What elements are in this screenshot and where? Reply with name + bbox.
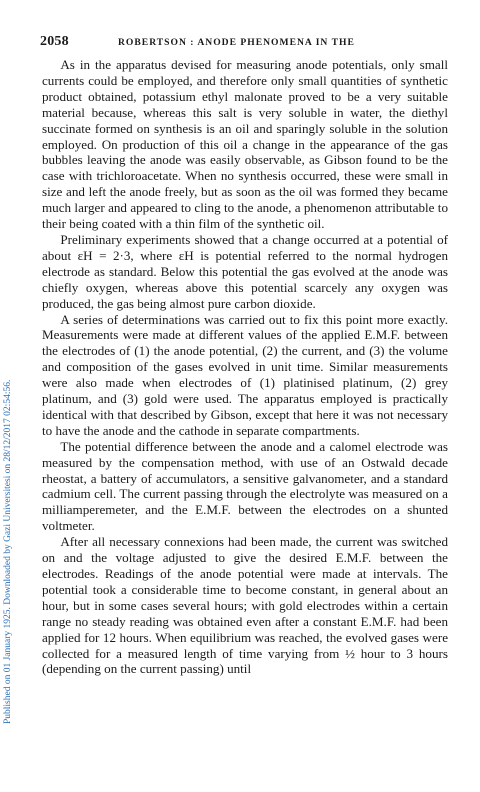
page-number: 2058 [40,34,69,49]
paragraph-2: Preliminary experiments showed that a change occurred at a potential of about εH = 2·3, where εH is potential referred to the normal hydrogen electrode as standard. Below this potential the gas evolved at the anode was chiefly oxygen, whereas above this potential scarcely any oxygen was produced, the gas being almost pure carbon dioxide. [42,231,448,311]
download-watermark-text[interactable]: Published on 01 January 1925. Downloaded by Gazi Universitesi on 28/12/2017 02:54:56. [3,379,13,724]
running-head: ROBERTSON : ANODE PHENOMENA IN THE [118,37,355,48]
download-watermark [3,94,17,724]
paragraph-5: After all necessary connexions had been made, the current was switched on and the voltage adjusted to give the desired E.M.F. between the electrodes. Readings of the anode potential were made at intervals. The potential took a considerable time to become constant, in general about an hour, but in some cases several hours; with gold electrodes within a certain range no steady reading was obtained even after a constant E.M.F. had been applied for 12 hours. When equilibrium was reached, the evolved gases were collected for a measured length of time varying from ½ hour to 3 hours (depending on the current passing) until [42,534,448,677]
paragraph-1: As in the apparatus devised for measuring anode potentials, only small currents could be employed, and therefore only small quantities of synthetic product obtained, potassium ethyl malonate proved to be a very suitable material because, whereas this salt is very soluble in water, the diethyl succinate formed on synthesis is an oil and sparingly soluble in the solution employed. On production of this oil a change in the appearance of the gas bubbles leaving the anode was easily observable, as Gibson found to be the case with trichloroacetate. When no synthesis occurred, these were small in size and left the anode freely, but as soon as the oil was formed they became much larger and appeared to cling to the anode, a phenomenon attributable to their being coated with a thin film of the synthetic oil. [42,57,448,232]
body-text [42,57,448,677]
paragraph-3: A series of determinations was carried out to fix this point more exactly. Measurements were made at different values of the applied E.M.F. between the electrodes of (1) the anode potential, (2) the current, and (3) the volume and composition of the gases evolved in unit time. Similar measurements were also made when electrodes of (1) platinised platinum, (2) grey platinum, and (3) gold were used. The apparatus employed is practically identical with that described by Gibson, except that here it was not necessary to have the anode and the cathode in separate compartments. [42,311,448,438]
paragraph-4: The potential difference between the anode and a calomel electrode was measured by the compensation method, with use of an Ostwald decade rheostat, a battery of accumulators, a sensitive galvanometer, and a standard cadmium cell. The current passing through the electrolyte was measured on a milliamperemeter, and the E.M.F. between the electrodes on a shunted voltmeter. [42,438,448,534]
